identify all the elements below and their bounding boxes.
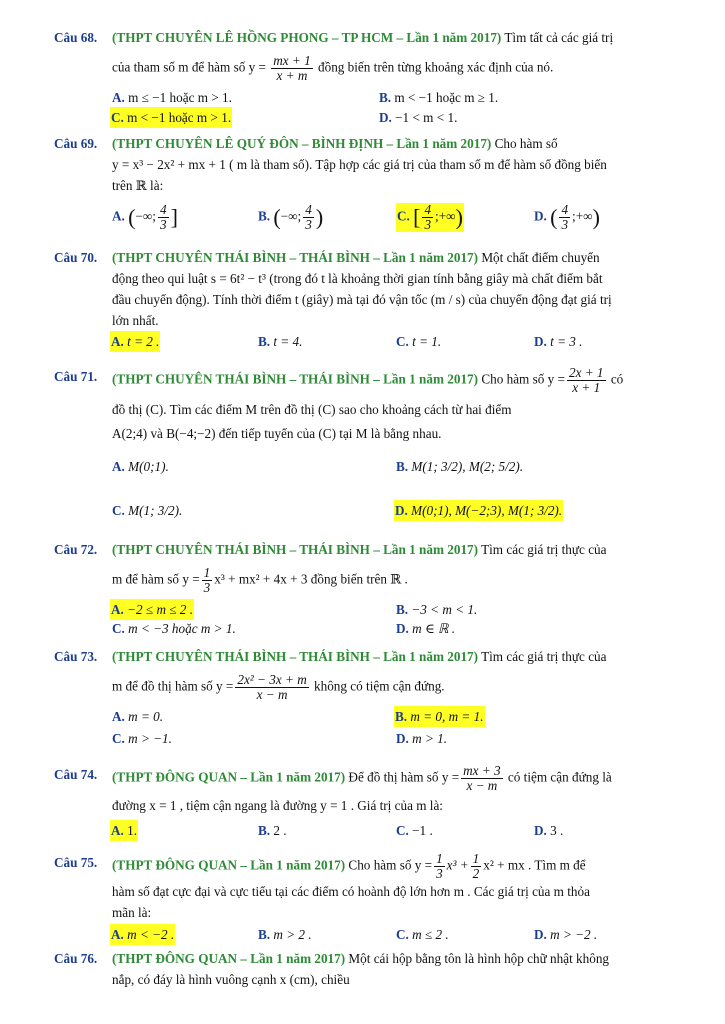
fraction: $\frac{1}{3}$ [203,565,211,595]
question-text: Cho hàm số [491,136,558,151]
fraction: $\frac{mx + 1}{x + m}$ [273,53,311,83]
option-d[interactable]: D. m > 1. [396,731,448,746]
question-text: A(2;4) và B(−4;−2) đến tiếp tuyến của (C) tại M là bằng nhau. [112,426,442,441]
question-text: lớn nhất. [112,313,159,328]
options-row [112,331,674,352]
question-text: của tham số m để hàm số y = [112,59,266,75]
option-b[interactable]: B. −3 < m < 1. [396,602,478,617]
options-row [112,618,674,639]
option-c[interactable]: C. t = 1. [396,334,442,349]
question-68 [54,27,674,125]
question-source: (THPT CHUYÊN LÊ HỒNG PHONG – TP HCM – Lần 1 năm 2017) [112,30,502,45]
option-d[interactable]: D. −1 < m < 1. [379,110,458,125]
question-73 [54,646,674,746]
fraction: $\frac{1}{3}$ [436,851,443,881]
question-text: không có tiệm cận đứng. [310,678,445,694]
question-source: (THPT CHUYÊN THÁI BÌNH – THÁI BÌNH – Lần 1 năm 2017) [112,649,479,664]
question-75 [54,851,674,942]
question-source: (THPT ĐÔNG QUAN – Lần 1 năm 2017) [112,951,346,966]
question-text: Tìm các giá trị thực của [478,542,607,557]
options-row [112,107,674,128]
options-row [112,599,674,620]
options-row [112,203,674,237]
question-text: động theo qui luật s = 6t² − t³ (trong đó t là khoảng thời gian tính bằng giây mà chất điểm bắt [112,271,603,286]
option-d[interactable]: D. M(0;1), M(−2;3), M(1; 3/2). [394,500,563,521]
option-d[interactable]: D. t = 3 . [534,334,583,349]
question-text: có tiệm cận đứng là [504,769,612,785]
option-a[interactable]: A. m < −2 . [110,924,175,945]
question-source: (THPT CHUYÊN LÊ QUÝ ĐÔN – BÌNH ĐỊNH – Lần 1 năm 2017) [112,136,492,151]
option-d[interactable]: D. 3 . [534,823,564,838]
question-text: y = x³ − 2x² + mx + 1 ( m là tham số). Tập hợp các giá trị của tham số m để hàm số đồng biến [112,157,607,172]
question-source: (THPT CHUYÊN THÁI BÌNH – THÁI BÌNH – Lần 1 năm 2017) [112,371,479,387]
option-b[interactable]: B. m = 0, m = 1. [394,706,485,727]
options-row [112,500,674,521]
question-text: m để hàm số y = [112,571,200,587]
option-b[interactable]: B. M(1; 3/2), M(2; 5/2). [396,459,524,474]
question-text: đường x = 1 , tiệm cận ngang là đường y = 1 . Giá trị của m là: [112,798,443,813]
question-text: Một cái hộp bằng tôn là hình hộp chữ nhật không [345,951,610,966]
option-a[interactable]: A. M(0;1). [112,459,169,474]
options-row [112,728,674,749]
options-row [112,820,674,841]
option-c[interactable]: C. M(1; 3/2). [112,503,183,518]
question-number: Câu 75. [54,855,98,870]
option-c[interactable]: C. m < −3 hoặc m > 1. [112,621,236,636]
question-source: (THPT ĐÔNG QUAN – Lần 1 năm 2017) [112,769,346,785]
question-text: m để đồ thị hàm số y = [112,678,234,694]
option-d[interactable]: D. m > −2 . [534,927,598,942]
question-source: (THPT CHUYÊN THÁI BÌNH – THÁI BÌNH – Lần 1 năm 2017) [112,542,479,557]
option-b[interactable]: B. (−∞; $\frac{4}{3}$ ) [258,202,324,232]
option-b[interactable]: B. m < −1 hoặc m ≥ 1. [379,90,499,105]
question-number: Câu 76. [54,951,98,966]
question-text: đồng biến trên từng khoảng xác định của nó. [314,59,554,75]
fraction: $\frac{2x + 1}{x + 1}$ [568,365,604,395]
question-text: Cho hàm số y = [345,857,433,873]
question-text: mãn là: [112,905,152,920]
fraction: $\frac{\text{2x² − 3x + m}}{x - m}$ [237,672,307,702]
question-76 [54,948,674,990]
option-d[interactable]: D. m ∈ ℝ . [396,621,456,636]
options-row [112,87,674,108]
option-b[interactable]: B. 2 . [258,823,287,838]
option-a[interactable]: A. m = 0. [112,709,164,724]
question-number: Câu 71. [54,369,98,384]
option-a[interactable]: A. 1. [110,820,138,841]
question-number: Câu 72. [54,542,98,557]
question-number: Câu 68. [54,30,98,45]
options-row [112,924,674,945]
question-number: Câu 74. [54,767,98,782]
question-70 [54,247,674,349]
option-c[interactable]: C. −1 . [396,823,433,838]
option-a[interactable]: A. −2 ≤ m ≤ 2 . [110,599,194,620]
option-c[interactable]: C. m > −1. [112,731,172,746]
question-text: đầu chuyển động). Tính thời điểm t (giây) mà tại đó vận tốc (m / s) của chuyển động đạt giá trị [112,292,612,307]
question-source: (THPT ĐÔNG QUAN – Lần 1 năm 2017) [112,857,346,873]
question-number: Câu 70. [54,250,98,265]
question-text: x² + mx . Tìm m để [483,857,586,873]
fraction: $\frac{1}{2}$ [472,851,480,881]
option-b[interactable]: B. t = 4. [258,334,303,349]
options-row [112,706,674,727]
question-text: nắp, có đáy là hình vuông cạnh x (cm), chiều [112,972,350,987]
question-text: Tìm tất cả các giá trị [501,30,614,45]
question-71 [54,365,674,518]
question-text: Cho hàm số y = [478,371,565,387]
option-a[interactable]: A. t = 2 . [110,331,160,352]
option-c[interactable]: C. [ $\frac{4}{3}$ ;+∞) [397,202,463,232]
question-source: (THPT CHUYÊN THÁI BÌNH – THÁI BÌNH – Lần 1 năm 2017) [112,250,479,265]
question-text: trên ℝ là: [112,178,164,193]
question-number: Câu 73. [54,649,98,664]
option-c[interactable]: C. m ≤ 2 . [396,927,449,942]
question-72 [54,539,674,636]
option-a[interactable]: A. m ≤ −1 hoặc m > 1. [112,90,232,105]
question-text: có [607,371,624,387]
question-69 [54,133,674,232]
question-text: đồ thị (C). Tìm các điểm M trên đồ thị (C) sao cho khoảng cách từ hai điểm [112,402,512,417]
option-d[interactable]: D. ( $\frac{4}{3}$ ;+∞) [534,202,600,232]
question-74 [54,763,674,838]
question-text: Một chất điểm chuyển [478,250,600,265]
question-text: x³ + mx² + 4x + 3 đồng biến trên ℝ . [214,571,408,587]
question-text: Tìm các giá trị thực của [478,649,607,664]
option-c[interactable]: C. m < −1 hoặc m > 1. [110,107,232,128]
question-text: hàm số đạt cực đại và cực tiểu tại các điểm có hoành độ lớn hơn m . Các giá trị của m thỏa [112,884,590,899]
options-row [112,456,674,477]
question-text: Để đồ thị hàm số y = [345,769,460,785]
option-b[interactable]: B. m > 2 . [258,927,312,942]
question-number: Câu 69. [54,136,98,151]
option-a[interactable]: A. (−∞; $\frac{4}{3}$ ] [112,202,178,232]
fraction: $\frac{mx + 3}{x - m}$ [463,763,501,793]
question-text: x³ + [446,857,469,873]
